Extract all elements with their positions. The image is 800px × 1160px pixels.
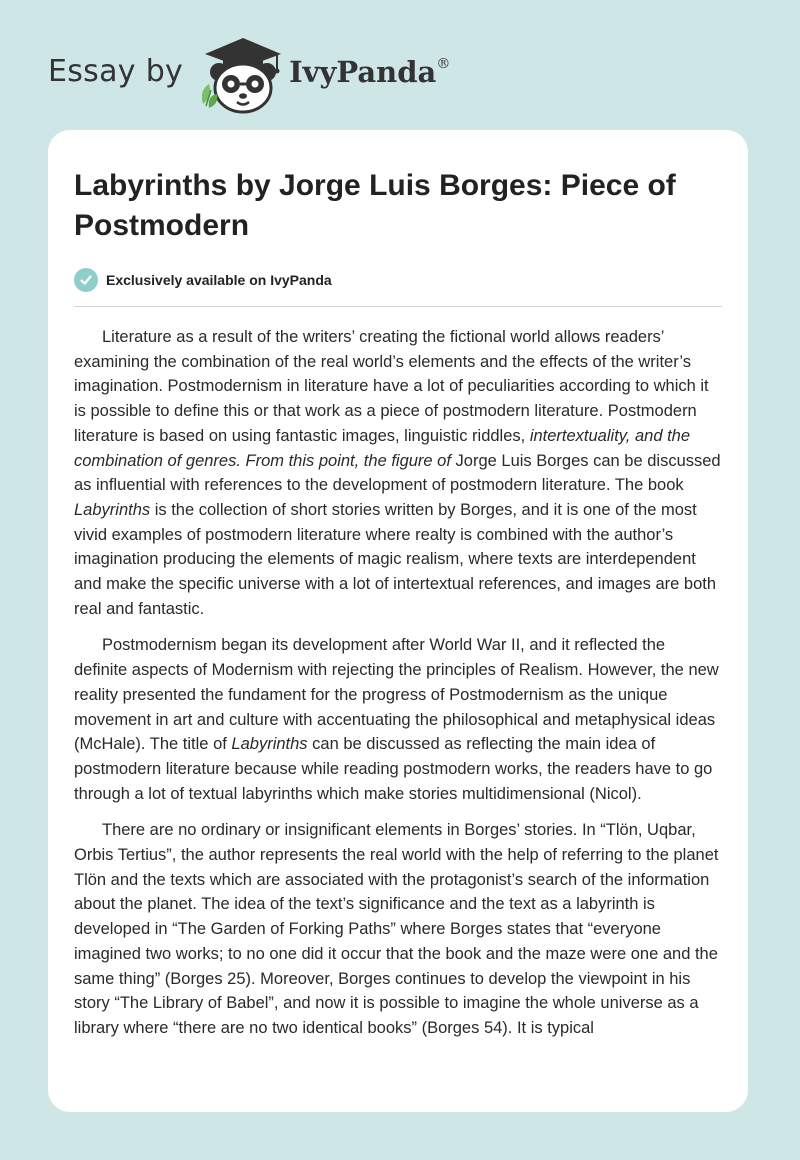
brand-header bbox=[48, 34, 450, 114]
brand-name: IvyPanda® bbox=[289, 55, 451, 89]
paragraph: There are no ordinary or insignificant elements in Borges’ stories. In “Tlön, Uqbar, Orbis Tertius”, the author represents the real world with the help of referring to the planet Tlön and the texts which are associated with the protagonist’s search of the information about the planet. The idea of the text’s significance and the text as a labyrinth is developed in “The Garden of Forking Paths” where Borges states that “everyone imagined two works; to no one did it occur that the book and the maze were one and the same thing” (Borges 25). Moreover, Borges continues to develop the viewpoint in his story “The Library of Babel”, and now it is possible to imagine the whole universe as a library where “there are no two identical books” (Borges 54). It is typical bbox=[74, 821, 719, 1037]
essay-title: Labyrinths by Jorge Luis Borges: Piece of Postmodern bbox=[74, 169, 676, 242]
brand-prefix: Essay by bbox=[48, 53, 184, 89]
essay-card bbox=[48, 130, 748, 1112]
panda-logo-icon bbox=[197, 34, 283, 114]
paragraph: Postmodernism began its development after World War II, and it reflected the definite aspects of Modernism with rejecting the principles of Realism. However, the new reality presented the fundament for the progress of Postmodernism as the unique movement in art and culture with accentuating the philosophical and metaphysical ideas (McHale). The title of Labyrinths can be discussed as reflecting the main idea of postmodern literature because while reading postmodern works, the readers have to go through a lot of textual labyrinths which make stories multidimensional (Nicol). bbox=[74, 636, 719, 803]
exclusive-badge bbox=[74, 268, 722, 292]
check-icon bbox=[74, 268, 98, 292]
paragraph: Literature as a result of the writers’ creating the fictional world allows readers’ examining the combination of the real world’s elements and the effects of the writer’s imagination. Postmodernism in literature have a lot of peculiarities according to which it is possible to define this or that work as a piece of postmodern literature. Postmodern literature is based on using fantastic images, linguistic riddles, intertextuality, and the combination of genres. From this point, the figure of Jorge Luis Borges can be discussed as influential with references to the development of postmodern literature. The book Labyrinths is the collection of short stories written by Borges, and it is one of the most vivid examples of postmodern literature where realty is combined with the author’s imagination producing the elements of magic realism, where texts are interdependent and make the specific universe with a lot of intertextual references, and images are both real and fantastic. bbox=[74, 328, 721, 618]
divider bbox=[74, 306, 722, 307]
essay-body bbox=[74, 325, 722, 1041]
badge-label: Exclusively available on IvyPanda bbox=[106, 272, 332, 288]
